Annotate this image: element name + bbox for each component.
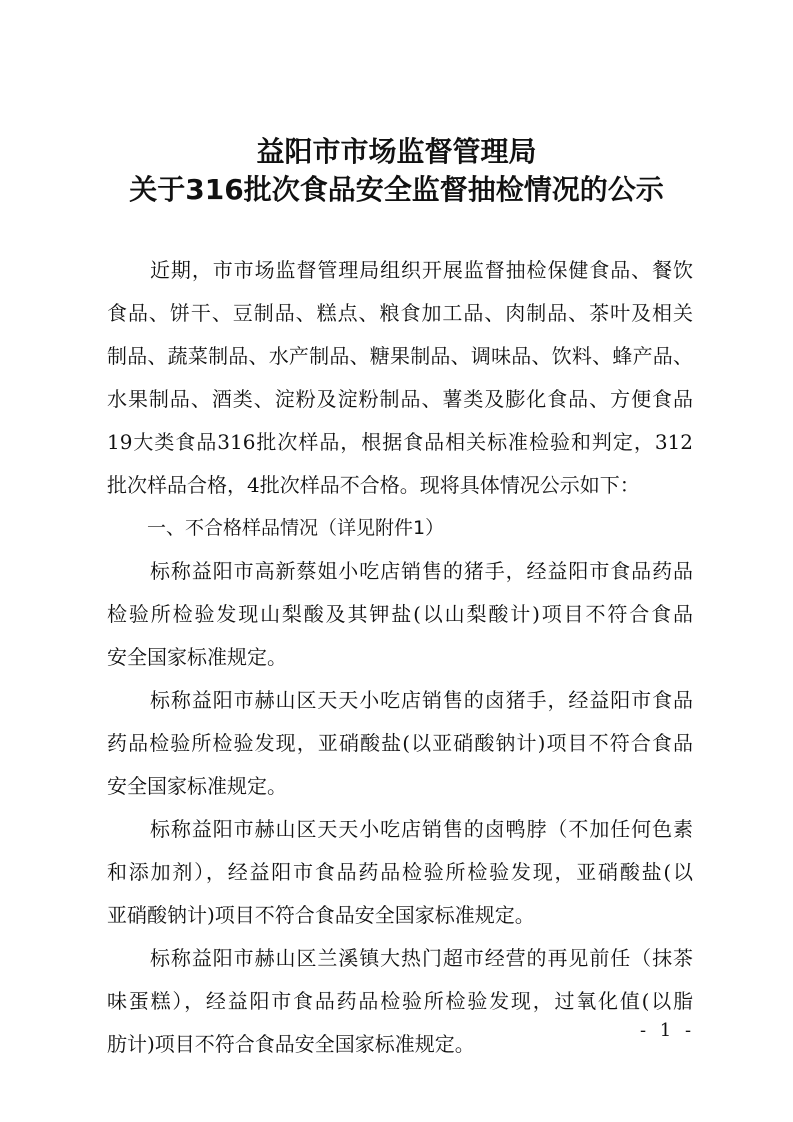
paragraph-line: 标称益阳市高新蔡姐小吃店销售的猪手，经益阳市食品药品 [150,559,693,583]
paragraph-line: 19大类食品316批次样品，根据食品相关标准检验和判定，312 [107,430,693,454]
page-number: - 1 - [640,1020,696,1041]
paragraph-line: 亚硝酸钠计)项目不符合食品安全国家标准规定。 [107,903,535,927]
paragraph-line: 近期，市市场监督管理局组织开展监督抽检保健食品、餐饮 [150,258,693,282]
paragraph-line: 制品、蔬菜制品、水产制品、糖果制品、调味品、饮料、蜂产品、 [107,344,693,368]
paragraph-line: 标称益阳市赫山区兰溪镇大热门超市经营的再见前任（抹茶 [150,946,693,970]
paragraph-line: 标称益阳市赫山区天天小吃店销售的卤鸭脖（不加任何色素 [150,817,693,841]
section-heading: 一、不合格样品情况（详见附件1） [147,517,445,539]
paragraph-line: 检验所检验发现山梨酸及其钾盐(以山梨酸计)项目不符合食品 [107,602,693,626]
paragraph-line: 食品、饼干、豆制品、糕点、粮食加工品、肉制品、茶叶及相关 [107,301,693,325]
paragraph-line: 批次样品合格，4批次样品不合格。现将具体情况公示如下： [107,473,640,497]
document-title-line-2: 关于316批次食品安全监督抽检情况的公示 [129,173,664,206]
paragraph-line: 标称益阳市赫山区天天小吃店销售的卤猪手，经益阳市食品 [150,688,693,712]
paragraph-line: 药品检验所检验发现，亚硝酸盐(以亚硝酸钠计)项目不符合食品 [107,731,693,755]
paragraph-line: 安全国家标准规定。 [107,774,287,798]
paragraph-line: 和添加剂），经益阳市食品药品检验所检验发现，亚硝酸盐(以 [107,860,693,884]
paragraph-line: 安全国家标准规定。 [107,645,287,669]
paragraph-line: 水果制品、酒类、淀粉及淀粉制品、薯类及膨化食品、方便食品 [107,387,693,411]
paragraph-line: 味蛋糕），经益阳市食品药品检验所检验发现，过氧化值(以脂 [107,989,693,1013]
document-body [107,249,696,1066]
paragraph-line: 肪计)项目不符合食品安全国家标准规定。 [107,1032,475,1056]
document-title-line-1: 益阳市市场监督管理局 [256,135,537,168]
